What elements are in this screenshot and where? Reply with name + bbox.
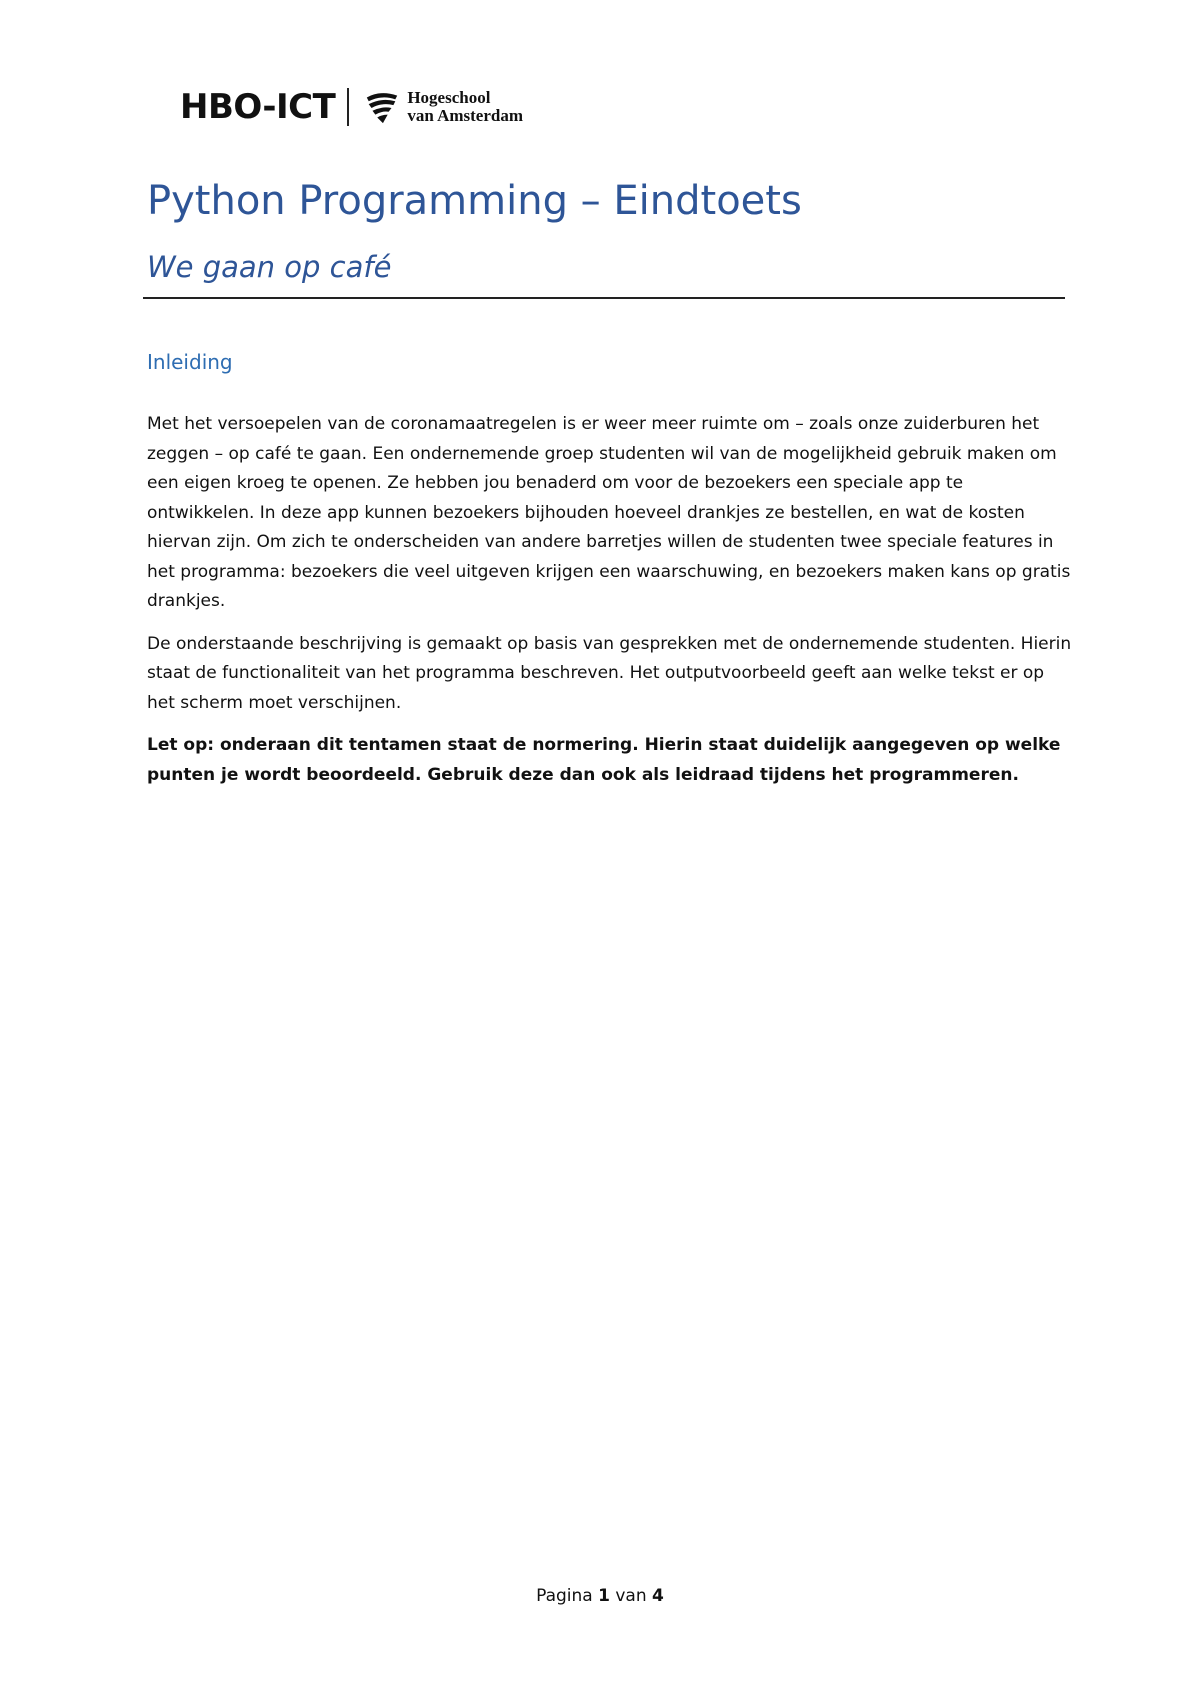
logo-hva-line1: Hogeschool [407, 88, 491, 107]
body-text [147, 410, 1072, 803]
description-paragraph: De onderstaande beschrijving is gemaakt op basis van gesprekken met de ondernemende studenten. Hierin staat de functionaliteit van het programma beschreven. Het outputvoorbeeld geeft aan welke tekst er op het scherm moet verschijnen. [147, 633, 1072, 713]
institution-logo [180, 84, 523, 130]
document-title: Python Programming – Eindtoets [147, 178, 802, 224]
intro-paragraph: Met het versoepelen van de coronamaatregelen is er weer meer ruimte om – zoals onze zuiderburen het zeggen – op café te gaan. Een ondernemende groep studenten wil van de mogelijkheid gebruik maken om een eigen kroeg te openen. Ze hebben jou benaderd om voor de bezoekers een speciale app te ontwikkelen. In deze app kunnen bezoekers bijhouden hoeveel drankjes ze bestellen, en wat de kosten hiervan zijn. Om zich te onderscheiden van andere barretjes willen de studenten twee speciale features in het programma: bezoekers die veel uitgeven krijgen een waarschuwing, en bezoekers maken kans op gratis drankjes. [147, 414, 1071, 611]
document-subtitle: We gaan op café [147, 250, 392, 284]
footer-page-total: 4 [652, 1586, 664, 1606]
title-underline [143, 297, 1065, 299]
logo-hbo-ict-text: HBO-ICT [180, 87, 336, 127]
page-footer [0, 1586, 1200, 1606]
footer-page-word: Pagina [536, 1586, 593, 1606]
footer-page-current: 1 [598, 1586, 610, 1606]
hva-flame-icon [363, 88, 401, 126]
notice-paragraph: Let op: onderaan dit tentamen staat de normering. Hierin staat duidelijk aangegeven op welke punten je wordt beoordeeld. Gebruik deze dan ook als leidraad tijdens het programmeren. [147, 735, 1061, 785]
logo-divider [347, 88, 349, 126]
footer-of-word: van [615, 1586, 647, 1606]
logo-hva-text [407, 89, 523, 125]
logo-hva-line2: van Amsterdam [407, 106, 524, 125]
section-heading-inleiding: Inleiding [147, 350, 233, 374]
